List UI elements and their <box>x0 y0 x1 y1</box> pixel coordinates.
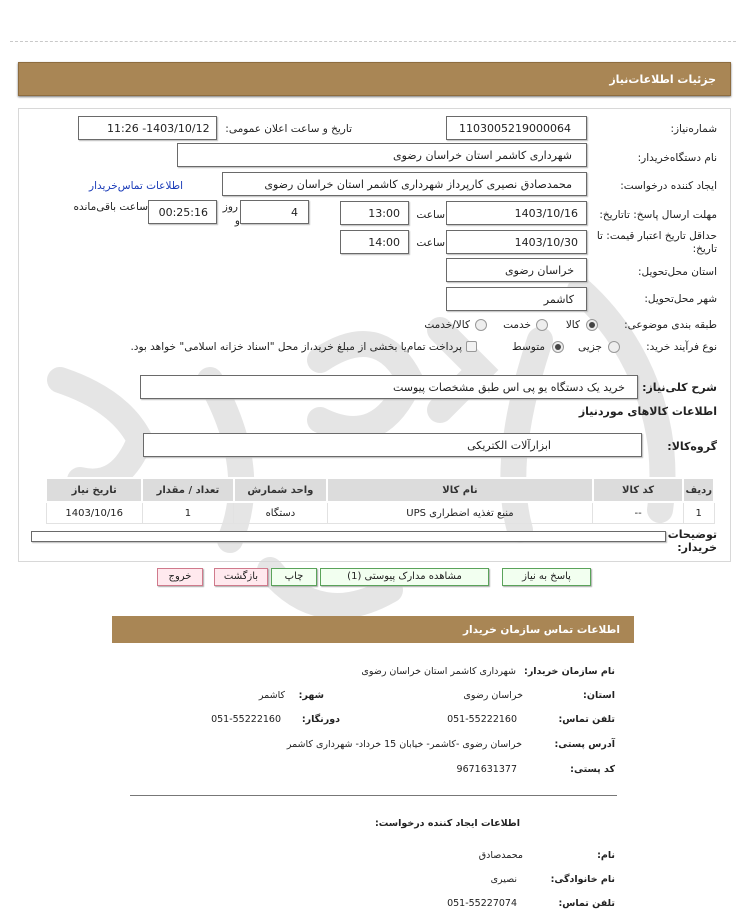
summary-label: شرح کلی‌نیاز: <box>642 381 717 394</box>
goods-info-label: اطلاعات کالاهای موردنیاز <box>578 405 717 418</box>
province-value: خراسان رضوی <box>463 690 523 701</box>
table-row <box>46 502 714 524</box>
city-label: شهر: <box>298 690 324 701</box>
buyer-contact-link[interactable]: اطلاعات تماس‌خریدار <box>89 180 183 192</box>
summary-field: خرید یک دستگاه یو پی اس طبق مشخصات پیوست <box>140 375 638 399</box>
contact-header <box>112 616 634 643</box>
and-label: و <box>234 215 240 227</box>
col-code: کد کالا <box>593 478 684 502</box>
process-option-minor: جزیی <box>578 341 602 353</box>
col-date: تاریخ نیاز <box>46 478 142 502</box>
postal-code-label: کد پستی: <box>570 764 615 775</box>
treasury-checkbox[interactable] <box>466 341 477 352</box>
org-name-value: شهرداری کاشمر استان خراسان رضوی <box>361 666 516 677</box>
phone-label: تلفن تماس: <box>558 714 615 725</box>
creator-family-value: نصیری <box>490 874 517 885</box>
cell-unit: دستگاه <box>234 502 328 524</box>
cell-code: -- <box>593 502 684 524</box>
reply-time-field: 13:00 <box>340 201 409 225</box>
price-time-field: 14:00 <box>340 230 409 254</box>
col-qty: تعداد / مقدار <box>142 478 233 502</box>
days-field: 4 <box>240 200 309 224</box>
remaining-label: ساعت باقی‌مانده <box>73 201 148 213</box>
cell-name: منبع تغذیه اضطراری UPS <box>327 502 593 524</box>
delivery-province-label: استان محل‌تحویل: <box>637 266 717 278</box>
fax-label: دورنگار: <box>301 714 340 725</box>
remaining-time-field: 00:25:16 <box>148 200 217 224</box>
category-label: طبقه بندی موضوعی: <box>624 319 717 331</box>
reply-time-label: ساعت <box>416 209 445 221</box>
goods-group-label: گروه‌کالا: <box>667 440 717 453</box>
reply-date-field: 1403/10/16 <box>446 201 587 225</box>
col-row: ردیف <box>683 478 714 502</box>
creator-phone-value: 051-55227074 <box>447 898 517 909</box>
creator-info-title: اطلاعات ایجاد کننده درخواست: <box>374 818 520 829</box>
print-button[interactable]: چاپ <box>271 568 317 586</box>
category-radio-both[interactable] <box>475 319 487 331</box>
process-label: نوع فرآیند خرید: <box>646 341 717 353</box>
postal-code-value: 9671631377 <box>456 764 517 775</box>
reply-deadline-label: مهلت ارسال پاسخ: تاتاریخ: <box>599 209 717 221</box>
goods-table-header <box>46 478 714 502</box>
details-header <box>18 62 731 96</box>
address-label: آدرس پستی: <box>554 739 615 750</box>
creator-name-value: محمدصادق <box>478 850 523 861</box>
col-name: نام کالا <box>327 478 593 502</box>
creator-phone-label: تلفن تماس: <box>558 898 615 909</box>
process-option-medium: متوسط <box>512 341 545 353</box>
fax-value: 051-55222160 <box>211 714 281 725</box>
delivery-city-label: شهر محل‌تحویل: <box>644 293 717 305</box>
cell-qty: 1 <box>142 502 233 524</box>
category-radio-service[interactable] <box>536 319 548 331</box>
category-radio-goods[interactable] <box>586 319 598 331</box>
goods-group-field: ابزارآلات الکتریکی <box>143 433 642 457</box>
col-unit: واحد شمارش <box>234 478 328 502</box>
back-button[interactable]: بازگشت <box>214 568 268 586</box>
buyer-org-label: نام دستگاه‌خریدار: <box>637 152 717 164</box>
process-radio-medium[interactable] <box>552 341 564 353</box>
payment-note: پرداخت تمام‌یا بخشی از مبلغ خرید،از محل "اسناد خزانه اسلامی" خواهد بود. <box>130 341 462 353</box>
announce-label: تاریخ و ساعت اعلان عمومی: <box>225 123 352 135</box>
announce-field: 1403/10/12- 11:26 <box>78 116 217 140</box>
view-attachments-button[interactable]: مشاهده مدارک پیوستی (1) <box>320 568 489 586</box>
goods-table <box>45 477 715 524</box>
province-label: استان: <box>583 690 615 701</box>
need-number-label: شماره‌نیاز: <box>670 123 717 135</box>
phone-value: 051-55222160 <box>447 714 517 725</box>
creator-family-label: نام خانوادگی: <box>550 874 615 885</box>
process-radio-minor[interactable] <box>608 341 620 353</box>
price-time-label: ساعت <box>416 237 445 249</box>
top-divider <box>10 41 736 42</box>
exit-button[interactable]: خروج <box>157 568 203 586</box>
price-validity-label: حداقل تاریخ اعتبار قیمت: تا تاریخ: <box>596 230 717 255</box>
price-date-field: 1403/10/30 <box>446 230 587 254</box>
category-option-service: خدمت <box>503 319 531 331</box>
creator-label: ایجاد کننده درخواست: <box>620 180 717 192</box>
notes-field <box>31 531 666 542</box>
need-number-field: 1103005219000064 <box>446 116 587 140</box>
contact-header-title: اطلاعات تماس سازمان خریدار <box>463 624 620 636</box>
days-label: روز <box>222 201 238 213</box>
cell-row: 1 <box>683 502 714 524</box>
cell-date: 1403/10/16 <box>46 502 142 524</box>
reply-button[interactable]: پاسخ به نیاز <box>502 568 591 586</box>
delivery-province-field: خراسان رضوی <box>446 258 587 282</box>
city-value: کاشمر <box>258 690 285 701</box>
notes-label: توضیحات خریدار: <box>667 528 717 554</box>
org-name-label: نام سازمان خریدار: <box>524 666 615 677</box>
creator-name-label: نام: <box>597 850 615 861</box>
details-header-title: جزئیات اطلاعات‌نیاز <box>609 73 716 86</box>
address-value: خراسان رضوی -کاشمر- خیابان 15 خرداد- شهرداری کاشمر <box>286 739 522 750</box>
contact-divider <box>130 795 617 796</box>
delivery-city-field: کاشمر <box>446 287 587 311</box>
buyer-org-field: شهرداری کاشمر استان خراسان رضوی <box>177 143 587 167</box>
creator-field: محمدصادق نصیری کارپرداز شهرداری کاشمر استان خراسان رضوی <box>222 172 587 196</box>
category-option-goods: کالا <box>565 319 580 331</box>
category-option-both: کالا/خدمت <box>424 319 470 331</box>
